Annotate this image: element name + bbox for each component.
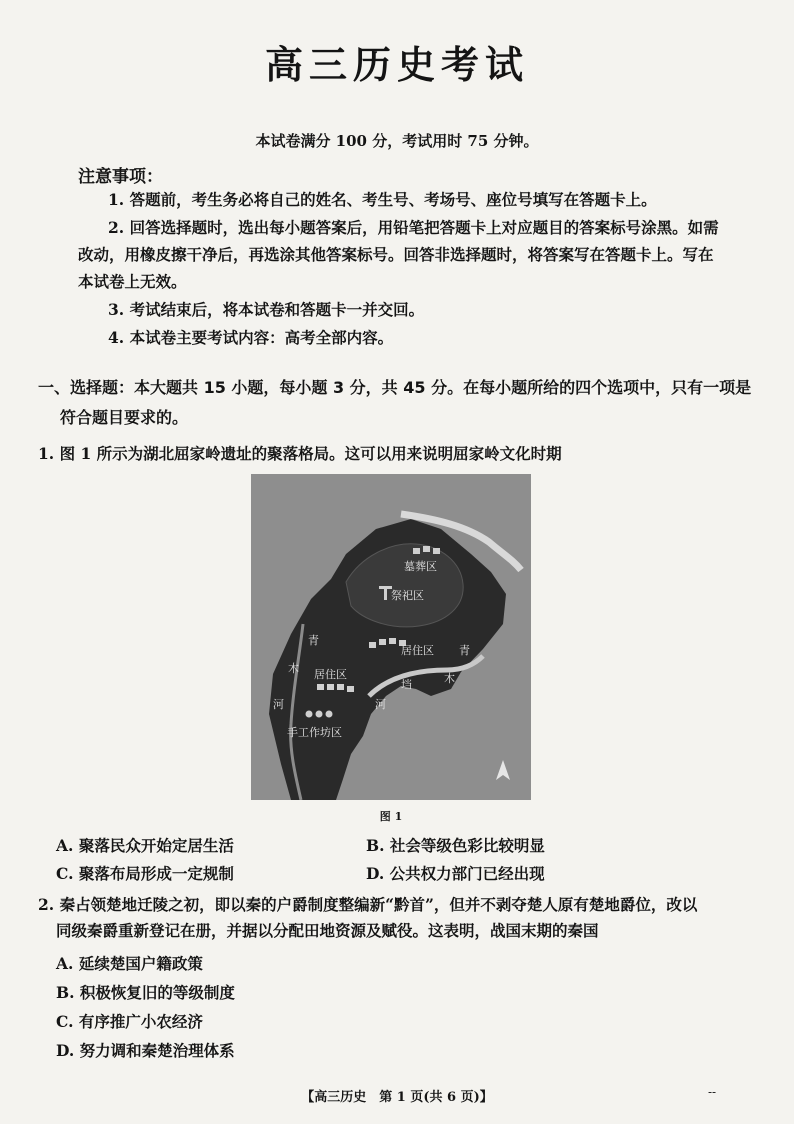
label-river-east-2: 木 xyxy=(444,672,455,685)
question-2-option-a: A. 延续楚国户籍政策 xyxy=(56,954,203,973)
figure-caption: 图 1 xyxy=(379,810,403,823)
question-1-option-a: A. 聚落民众开始定居生活 xyxy=(56,836,234,855)
section-heading-line1: 一、选择题：本大题共 15 小题，每小题 3 分，共 45 分。在每小题所给的四个选项中，只有一项是 xyxy=(38,378,752,397)
question-2-stem-line2: 同级秦爵重新登记在册，并据以分配田地资源及赋役。这表明，战国末期的秦国 xyxy=(56,921,599,940)
notice-item-4: 4. 本试卷主要考试内容：高考全部内容。 xyxy=(108,328,394,347)
workshop-icons xyxy=(306,711,333,718)
question-2-option-c: C. 有序推广小农经济 xyxy=(56,1012,203,1031)
question-2-option-d: D. 努力调和秦楚治理体系 xyxy=(56,1041,235,1060)
page-title: 高三历史考试 xyxy=(264,43,529,87)
label-river-west-3: 河 xyxy=(273,698,284,711)
label-residential-east: 居住区 xyxy=(401,644,434,657)
question-1-option-c: C. 聚落布局形成一定规制 xyxy=(56,864,234,883)
section-heading xyxy=(38,373,754,433)
label-river-east-1: 青 xyxy=(459,644,470,657)
north-arrow-icon xyxy=(496,760,510,780)
question-1-option-d: D. 公共权力部门已经出现 xyxy=(366,864,545,883)
page-mark: -- xyxy=(708,1085,717,1099)
question-2-stem-line1: 2. 秦占领楚地迁陵之初，即以秦的户爵制度整编新“黔首”，但并不剥夺楚人原有楚地爵位，改以 xyxy=(38,895,698,914)
notice-item-1: 1. 答题前，考生务必将自己的姓名、考生号、考场号、座位号填写在答题卡上。 xyxy=(108,190,657,209)
page-footer: 【高三历史 第 1 页(共 6 页)】 xyxy=(301,1090,493,1105)
label-river-west-1: 青 xyxy=(308,634,319,647)
notice-item-2: 2. 回答选择题时，选出每小题答案后，用铅笔把答题卡上对应题目的答案标号涂黑。如需改动，用橡皮擦干净后，再选涂其他答案标号。回答非选择题时，将答案写在答题卡上。写在本试卷上无效。 xyxy=(78,218,719,291)
settlement-map xyxy=(251,474,531,800)
question-2-option-b: B. 积极恢复旧的等级制度 xyxy=(56,983,235,1002)
label-river-east-3: 垱 xyxy=(401,678,412,691)
settlement-map-svg xyxy=(251,474,531,800)
label-ritual: 祭祀区 xyxy=(391,589,424,602)
notice-heading: 注意事项： xyxy=(78,167,163,187)
question-1-option-b: B. 社会等级色彩比较明显 xyxy=(366,836,545,855)
section-heading-line2: 符合题目要求的。 xyxy=(60,408,189,427)
question-1-stem: 1. 图 1 所示为湖北屈家岭遗址的聚落格局。这可以用来说明屈家岭文化时期 xyxy=(38,444,562,463)
label-burial: 墓葬区 xyxy=(404,560,437,573)
notice-item-3: 3. 考试结束后，将本试卷和答题卡一并交回。 xyxy=(108,300,425,319)
exam-info: 本试卷满分 100 分，考试用时 75 分钟。 xyxy=(255,132,539,150)
label-residential-west: 居住区 xyxy=(314,668,347,681)
label-workshop: 手工作坊区 xyxy=(287,726,342,739)
label-river-east-4: 河 xyxy=(375,698,386,711)
label-river-west-2: 木 xyxy=(288,662,299,675)
